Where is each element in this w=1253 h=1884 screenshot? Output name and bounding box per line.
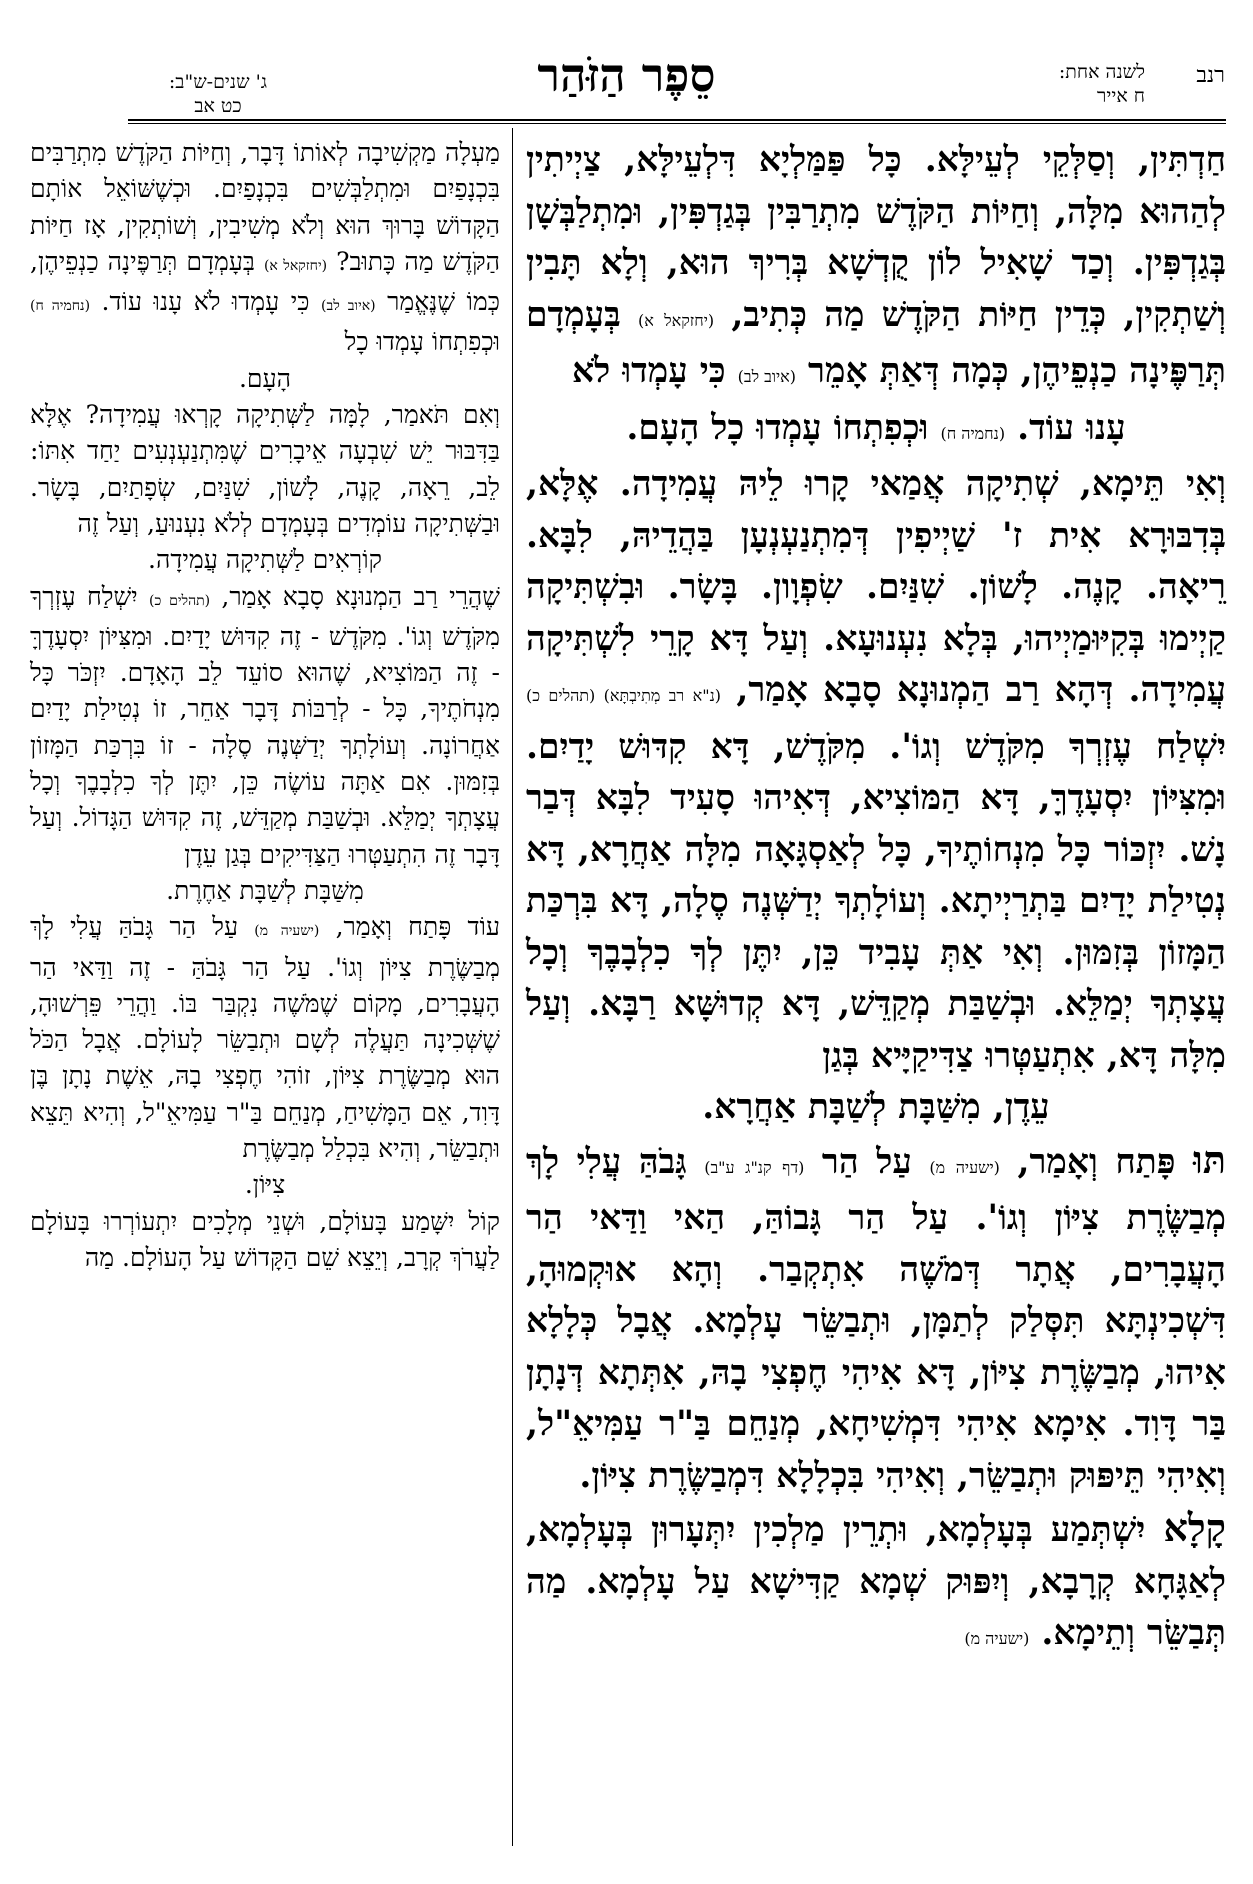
side-paragraph-1 [30,135,500,361]
main-paragraph-2-last-line [526,1082,1226,1134]
main-text: גָּבֹהַּ עֲלִי לָךְ מְבַשֶּׂרֶת צִיּוֹן וְגוֹ'. עַל הַר גָּבוֹהַּ, הַאי וַדַּאי הַר הָעֲבָרִים, אֲתָר דְּמֹשֶׁה אִתְקְבַר. וְהָא אוּקְמוּהָ, דִּשְׁכִינְתָּא תִּסְּלַק לְתַמָּן, וּתְבַשֵּׂר עָלְמָא. אֲבָל כְּלָלָא אִיהוּ, מְבַשֶּׂרֶת צִיּוֹן, דָּא אִיהִי חֶפְצִי בָהּ, אִתְּתָא דְּנָתָן בַּר דָּוִד. אִימָא אִיהִי דִּמְשִׁיחָא, מְנַחֵם בַּ"ר עַמִּיאֵ"ל, וְאִיהִי תֵּיפּוּק וּתְבַשֵּׂר, וְאִיהִי בִּכְלָלָא דִּמְבַשֶּׂרֶת צִיּוֹן. [526,1141,1226,1496]
main-paragraph-2 [526,459,1226,1082]
verse-reference: (תהלים כ) [149,592,211,609]
side-text: עַל הַר גָּבֹהַּ עֲלִי לָךְ מְבַשֶּׂרֶת צִיּוֹן וְגוֹ'. עַל הַר גָּבֹהַּ - זֶה וַדַּאי הַר הָעֲבָרִים, מָקוֹם שֶׁמֹּשֶׁה נִקְבַּר בּוֹ. וַהֲרֵי פֵּרְשׁוּהָ, שֶׁשְּׁכִינָה תַּעֲלֶה לְשָׁם וּתְבַשֵּׂר לָעוֹלָם. אֲבָל הַכֹּל הוּא מְבַשֶּׂרֶת צִיּוֹן, זוֹהִי חֶפְצִי בָהּ, אֵשֶׁת נָתָן בֶּן דָּוִד, אֵם הַמָּשִׁיחַ, מְנַחֵם בַּ"ר עַמִּיאֵ"ל, וְהִיא תֵּצֵא וּתְבַשֵּׂר, וְהִיא בִּכְלַל מְבַשֶּׂרֶת [30,912,500,1164]
header-rule-thin [128,123,1226,124]
side-text: קוֹל יִשָּׁמַע בָּעוֹלָם, וּשְׁנֵי מְלָכִים יִתְעוֹרְרוּ בָּעוֹלָם לַעֲרֹךְ קְרָב, וְיֵצֵא שֵׁם הַקָּדוֹשׁ עַל הָעוֹלָם. מַה [30,1206,500,1272]
column-divider [512,128,513,1846]
main-text: בְּעָמְדָם תְּרַפֶּינָה כַנְפֵיהֶן, כְּמָה דְּאַתְּ אָמֵר [526,294,1226,391]
side-text: וְאִם תֹּאמַר, לָמָּה לַשְּׁתִיקָה קָרְאוּ עֲמִידָה? אֶלָּא בַּדִּבּוּר יֵשׁ שִׁבְעָה אֵיבָרִים שֶׁמִּתְנַעְנְעִים יַחַד אִתּוֹ: לֵב, רֵאָה, קָנֶה, לָשׁוֹן, שִׁנַּיִם, שְׂפָתַיִם, בָּשָׂר. וּבַשְּׁתִיקָה עוֹמְדִים בְּעָמְדָם לְלֹא נִעְנוּעַ, וְעַל זֶה [30,400,500,538]
side-text: קוֹרְאִים לַשְּׁתִיקָה עֲמִידָה. [148,545,382,575]
folio-reference: (דף קנ"ג ע"ב) [704,1157,805,1177]
verse-reference: (נ"א רב מְתִיבְתָּא) (תהלים כ) [526,686,722,705]
side-column-hebrew-translation [30,135,500,1276]
verse-reference: (יחזקאל א) [263,257,328,274]
header-rule [128,119,1226,121]
header-right-line2: ח אייר [1097,85,1145,107]
side-text: שֶׁהֲרֵי רַב הַמְנוּנָא סָבָא אָמַר, [221,581,500,611]
opening-word: קָלָא [1163,1505,1226,1550]
opening-word: תּוּ [1193,1136,1226,1182]
main-text: עַל הַר [821,1141,912,1182]
side-paragraph-5 [30,1204,500,1277]
side-text: כִּי עָמְדוּ לֹא עָנוּ עוֹד. [101,287,310,317]
side-text: וּכְפִתְחוֹ עָמְדוּ כָל [344,327,500,357]
verse-reference: (ישעיה מ) [929,1157,1000,1177]
verse-reference: (יחזקאל א) [637,310,715,330]
side-paragraph-3 [30,579,500,873]
header-left-info [128,70,308,118]
main-text: וּכְפִתְחוֹ עָמְדוּ כָל הָעָם. [626,407,929,448]
page-number: רנב [1196,63,1225,88]
side-paragraph-1-last-line [30,361,500,397]
main-paragraph-3 [526,1134,1226,1503]
verse-reference: (איוב לב) [737,367,797,386]
header-left-line2: כט אב [194,95,242,117]
main-text: כִּי עָמְדוּ לֹא [572,351,726,391]
side-text: מַעְלָה מַקְשִׁיבָה לְאוֹתוֹ דָּבָר, וְחַיּוֹת הַקֹּדֶשׁ מִתְרַבִּים בִּכְנָפַיִם וּמִתְלַבְּשִׁים בִּכְנָפַיִם. וּכְשֶׁשּׁוֹאֵל אוֹתָם הַקָּדוֹשׁ בָּרוּךְ הוּא וְלֹא מְשִׁיבִין, וְשׁוֹתְקִין, אָז חַיּוֹת הַקֹּדֶשׁ מַה כָּתוּב? [30,138,501,276]
verse-reference: (נחמיה ח) [30,298,91,315]
verse-reference: (נחמיה ח) [940,423,1006,443]
main-text: פָּתַח וְאָמַר, [1017,1141,1176,1182]
main-paragraph-4 [526,1502,1226,1665]
side-paragraph-2-last-line [30,542,500,578]
main-text: וְאִי תֵּימָא, שְׁתִיקָה אֲמַאי קָרוּ לֵיהּ עֲמִידָה. אֶלָּא, בְּדִבּוּרָא אִית ז' שַׁיְיפִין דְּמִתְנַעְנְעָן בַּהֲדֵיהּ, לִבָּא. רֵיאָה. קָנֶה. לָשׁוֹן. שִׁנַּיִם. שִׂפְוָון. בָּשָׂר. וּבִשְׁתִּיקָה קַיְימוּ בְּקִיּוּמַיְיהוּ, בְּלָא נִעְנוּעָא. וְעַל דָּא קָרֵי לִשְׁתִּיקָה עֲמִידָה. דְּהָא רַב הַמְנוּנָא סָבָא אָמַר, [526,464,1226,710]
header-right-line1: לשנה אחת: [1058,61,1145,83]
verse-reference: (ישעיה מ) [964,1629,1030,1648]
main-text: עָנוּ עוֹד. [1017,407,1126,448]
verse-reference: (ישעיה מ) [254,923,320,940]
main-text: עֵדֶן, מִשַּׁבָּת לְשַׁבָּת אַחֲרָא. [702,1087,1050,1127]
main-text: חַדְתִּין, וְסַלְּקֵי לְעֵילָּא. כָּל פַּמַּלְיָא דִּלְעֵילָּא, צַיְיתִין לְהַהוּא מִלָּה, וְחַיּוֹת הַקֹּדֶשׁ מִתְרַבִּין בְּגַדְפִּין, וּמִתְלַבְּשָׁן בְּגַדְפִּין. וְכַד שָׁאִיל לוֹן קֻדְשָׁא בְּרִיךְ הוּא, וְלָא תָּבִין וְשַׁתְקִין, כְּדֵין חַיּוֹת הַקֹּדֶשׁ מַה כְּתִיב, [526,140,1226,335]
book-title: סֵפֶר הַזֹּהַר [537,48,716,102]
main-column-aramaic [526,135,1226,1665]
header-left-line1: ג' שנים-ש"ב: [168,71,268,93]
side-text: הָעָם. [238,363,292,393]
side-text: מִשַּׁבָּת לְשַׁבָּת אַחֶרֶת. [166,875,364,905]
main-paragraph-1-last-line [526,403,1226,460]
verse-reference: (איוב לב) [321,298,376,315]
side-paragraph-3-last-line [30,873,500,909]
side-text: בְּעָמְדָם תְּרַפֶּינָה כַנְפֵיהֶן, כְּמוֹ שֶׁנֶּאֱמַר [30,246,500,317]
side-paragraph-4-last-line [30,1167,500,1203]
side-paragraph-2 [30,397,500,542]
side-text: צִיּוֹן. [244,1170,286,1200]
main-text: יִשְׁתְּמַע בְּעָלְמָא, וּתְרֵין מַלְכִין יִתְּעָרוּן בְּעָלְמָא, לְאַגָּחָא קְרָבָא, וְיִפּוּק שְׁמָא קַדִּישָׁא עַל עָלְמָא. מַה תְּבַשֵּׂר וְתֵימָא. [526,1510,1226,1653]
main-paragraph-1 [526,135,1226,403]
side-text: יִשְׁלַח עֶזְרְךָ מִקֹּדֶשׁ וְגוֹ'. מִקֹּדֶשׁ - זֶה קִדּוּשׁ יָדַיִם. וּמִצִּיּוֹן יִסְעָדֶךָּ - זֶה הַמּוֹצִיא, שֶׁהוּא סוֹעֵד לֵב הָאָדָם. יִזְכֹּר כָּל מִנְחֹתֶיךָ, כָּל - לְרַבּוֹת דָּבָר אַחֵר, זוֹ נְטִילַת יָדַיִם אַחֲרוֹנָה. וְעוֹלָתְךָ יְדַשְּׁנֶה סֶלָה - זוֹ בִּרְכַּת הַמָּזוֹן בְּזִמּוּן. אִם אַתָּה עוֹשֶׂה כֵּן, יִתֶּן לְךָ כִלְבָבֶךָ וְכָל עֲצָתְךָ יְמַלֵּא. וּבְשַׁבַּת מְקַדֵּשׁ, זֶה קִדּוּשׁ הַגָּדוֹל. וְעַל דָּבָר זֶה הִתְעַטְּרוּ הַצַּדִּיקִים בְּגַן עֵדֶן [30,581,500,869]
main-text: יִשְׁלַח עֶזְרְךָ מִקֹּדֶשׁ וְגוֹ'. מִקֹּדֶשׁ, דָּא קִדּוּשׁ יָדַיִם. וּמִצִּיּוֹן יִסְעָדֶךָּ, דָּא הַמּוֹצִיא, דְּאִיהוּ סָעִיד לִבָּא דְּבַר נָשׁ. יִזְכּוֹר כָּל מִנְחוֹתֶיךָ, כָּל לְאַסְגָּאָה מִלָּה אַחֲרָא, דָּא נְטִילַת יָדַיִם בַּתְרַיְיתָא. וְעוֹלָתְךָ יְדַשְּׁנֶה סֶלָה, דָּא בִּרְכַּת הַמָּזוֹן בְּזִמּוּן. וְאִי אַתְּ עָבִיד כֵּן, יִתֶּן לְךָ כִלְבָבֶךָ וְכָל עֲצָתְךָ יְמַלֵּא. וּבְשַׁבַּת מְקַדֵּשׁ, דָּא קְדוּשָּׁא רַבָּא. וְעַל מִלָּה דָּא, אִתְעַטְּרוּ צַדִּיקַיָּיא בְּגַן [526,726,1226,1076]
side-paragraph-4 [30,909,500,1167]
side-text: עוֹד פָּתַח וְאָמַר, [335,912,501,942]
